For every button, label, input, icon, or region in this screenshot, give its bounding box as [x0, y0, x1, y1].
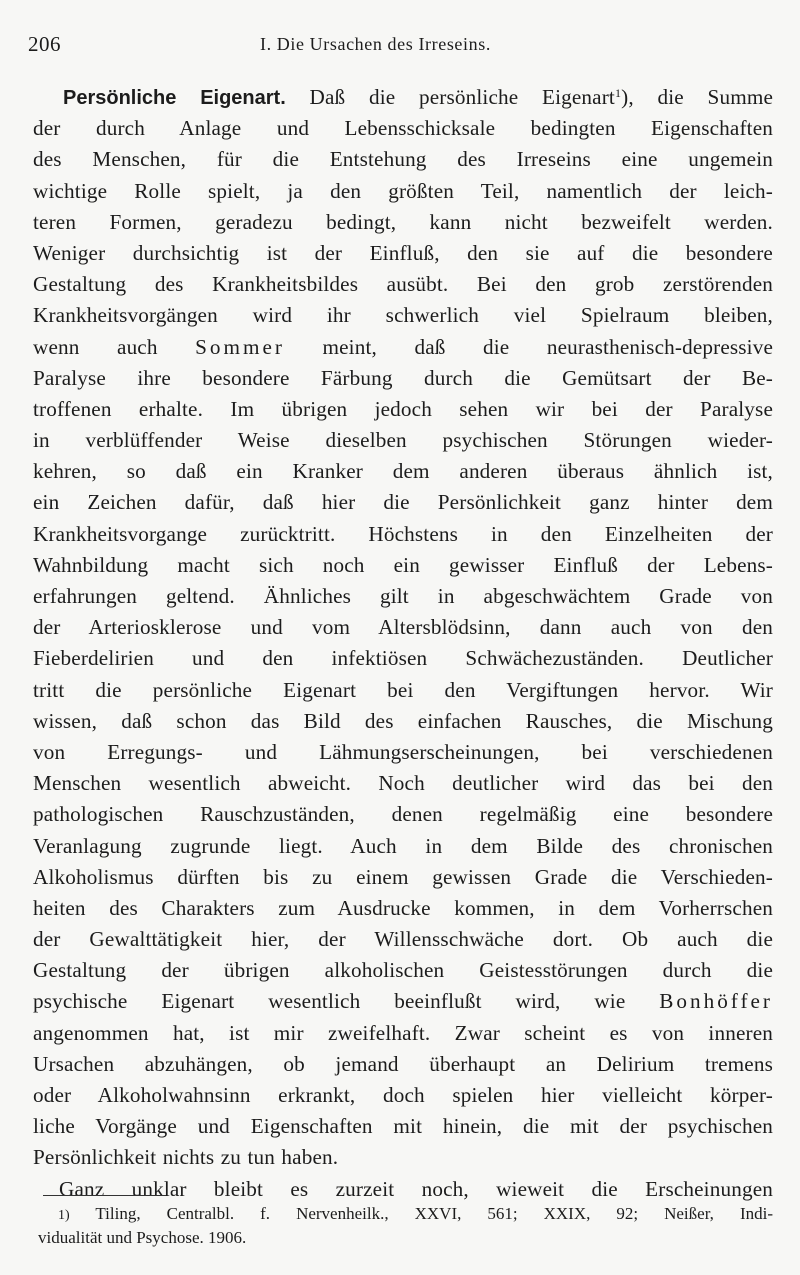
running-head: I. Die Ursachen des Irreseins. [260, 34, 491, 54]
text-line: Weniger durchsichtig ist der Einfluß, den sie auf die besondere [33, 240, 773, 265]
author-name-sommer: Sommer [195, 334, 285, 359]
footnote-line-2: vidualität und Psychose. 1906. [38, 1228, 247, 1247]
text-line-1 [33, 82, 773, 113]
section-heading: Persönliche Eigenart. [63, 87, 286, 109]
footnote-line-1 [38, 1202, 773, 1226]
text-line: der durch Anlage und Lebensschicksale bedingten Eigenschaften [33, 116, 773, 141]
text-line: der Arteriosklerose und vom Altersblödsinn, dann auch von den [33, 615, 773, 640]
text-line: des Menschen, für die Entstehung des Irreseins eine ungemein [33, 147, 773, 172]
text-line: von Erregungs- und Lähmungserscheinungen, bei verschiedenen [33, 739, 773, 764]
bonhoeffer-line-start: psychische Eigenart wesentlich beeinflußt wird, wie [33, 989, 626, 1014]
footnote [38, 1202, 773, 1250]
text-line-1-rest: Daß die persönliche Eigenart [309, 85, 615, 109]
text-line: teren Formen, geradezu bedingt, kann nicht bezweifelt werden. [33, 209, 773, 234]
sommer-line-start: wenn auch [33, 334, 158, 359]
page-number: 206 [28, 32, 61, 56]
text-line: heiten des Charakters zum Ausdrucke kommen, in dem Vorherrschen [33, 895, 773, 920]
text-line: Menschen wesentlich abweicht. Noch deutlicher wird das bei den [33, 771, 773, 796]
text-line: Krankheitsvorgange zurücktritt. Höchstens in den Einzelheiten der [33, 521, 773, 546]
text-line: oder Alkoholwahnsinn erkrankt, doch spielen hier vielleicht körper- [33, 1083, 773, 1107]
text-line: wissen, daß schon das Bild des einfachen Rausches, die Mischung [33, 708, 773, 733]
text-line-paragraph-end: Persönlichkeit nichts zu tun haben. [33, 1145, 339, 1170]
text-line: kehren, so daß ein Kranker dem anderen überaus ähnlich ist, [33, 459, 773, 484]
text-line: Wahnbildung macht sich noch ein gewisser Einfluß der Lebens- [33, 552, 773, 577]
text-line-1-end: ), die Summe [621, 85, 773, 109]
footnote-marker: 1) [58, 1208, 70, 1223]
author-name-bonhoeffer: Bonhöffer [659, 989, 773, 1014]
text-line: Alkoholismus dürften bis zu einem gewissen Grade die Verschieden- [33, 864, 773, 889]
text-line-bonhoeffer [33, 986, 773, 1017]
text-line: Gestaltung der übrigen alkoholischen Geistesstörungen durch die [33, 958, 773, 983]
text-line: wichtige Rolle spielt, ja den größten Teil, namentlich der leich- [33, 178, 773, 203]
footnote-text-1: Tiling, Centralbl. f. Nervenheilk., XXVI, 561; XXIX, 92; Neißer, Indi- [95, 1204, 773, 1223]
text-line-next-paragraph: Ganz unklar bleibt es zurzeit noch, wieweit die Erscheinungen [59, 1176, 773, 1201]
text-line: liche Vorgänge und Eigenschaften mit hinein, die mit der psychischen [33, 1114, 773, 1139]
text-line-sommer [33, 332, 773, 363]
text-line: Veranlagung zugrunde liegt. Auch in dem Bilde des chronischen [33, 833, 773, 858]
body-text [33, 82, 773, 1205]
text-line: Fieberdelirien und den infektiösen Schwächezuständen. Deutlicher [33, 646, 773, 671]
text-line: troffenen erhalte. Im übrigen jedoch sehen wir bei der Paralyse [33, 396, 773, 421]
text-line: in verblüffender Weise dieselben psychischen Störungen wieder- [33, 428, 773, 453]
sommer-line-end: meint, daß die neurasthenisch-depressive [322, 334, 773, 359]
text-line: ein Zeichen dafür, daß hier die Persönlichkeit ganz hinter dem [33, 490, 773, 515]
text-line: Krankheitsvorgängen wird ihr schwerlich viel Spielraum bleiben, [33, 303, 773, 328]
text-line: tritt die persönliche Eigenart bei den Vergiftungen hervor. Wir [33, 677, 773, 702]
footnote-reference[interactable]: 1 [614, 86, 622, 100]
text-line: Paralyse ihre besondere Färbung durch die Gemütsart der Be- [33, 365, 773, 390]
text-line: Gestaltung des Krankheitsbildes ausübt. Bei den grob zerstörenden [33, 272, 773, 297]
text-line: der Gewalttätigkeit hier, der Willensschwäche dort. Ob auch die [33, 927, 773, 952]
page-header [28, 32, 773, 58]
text-line: erfahrungen geltend. Ähnliches gilt in abgeschwächtem Grade von [33, 584, 773, 608]
text-line: angenommen hat, ist mir zweifelhaft. Zwar scheint es von inneren [33, 1020, 773, 1045]
text-line: pathologischen Rauschzuständen, denen regelmäßig eine besondere [33, 802, 773, 827]
text-line: Ursachen abzuhängen, ob jemand überhaupt an Delirium tremens [33, 1051, 773, 1076]
footnote-divider [43, 1195, 166, 1196]
